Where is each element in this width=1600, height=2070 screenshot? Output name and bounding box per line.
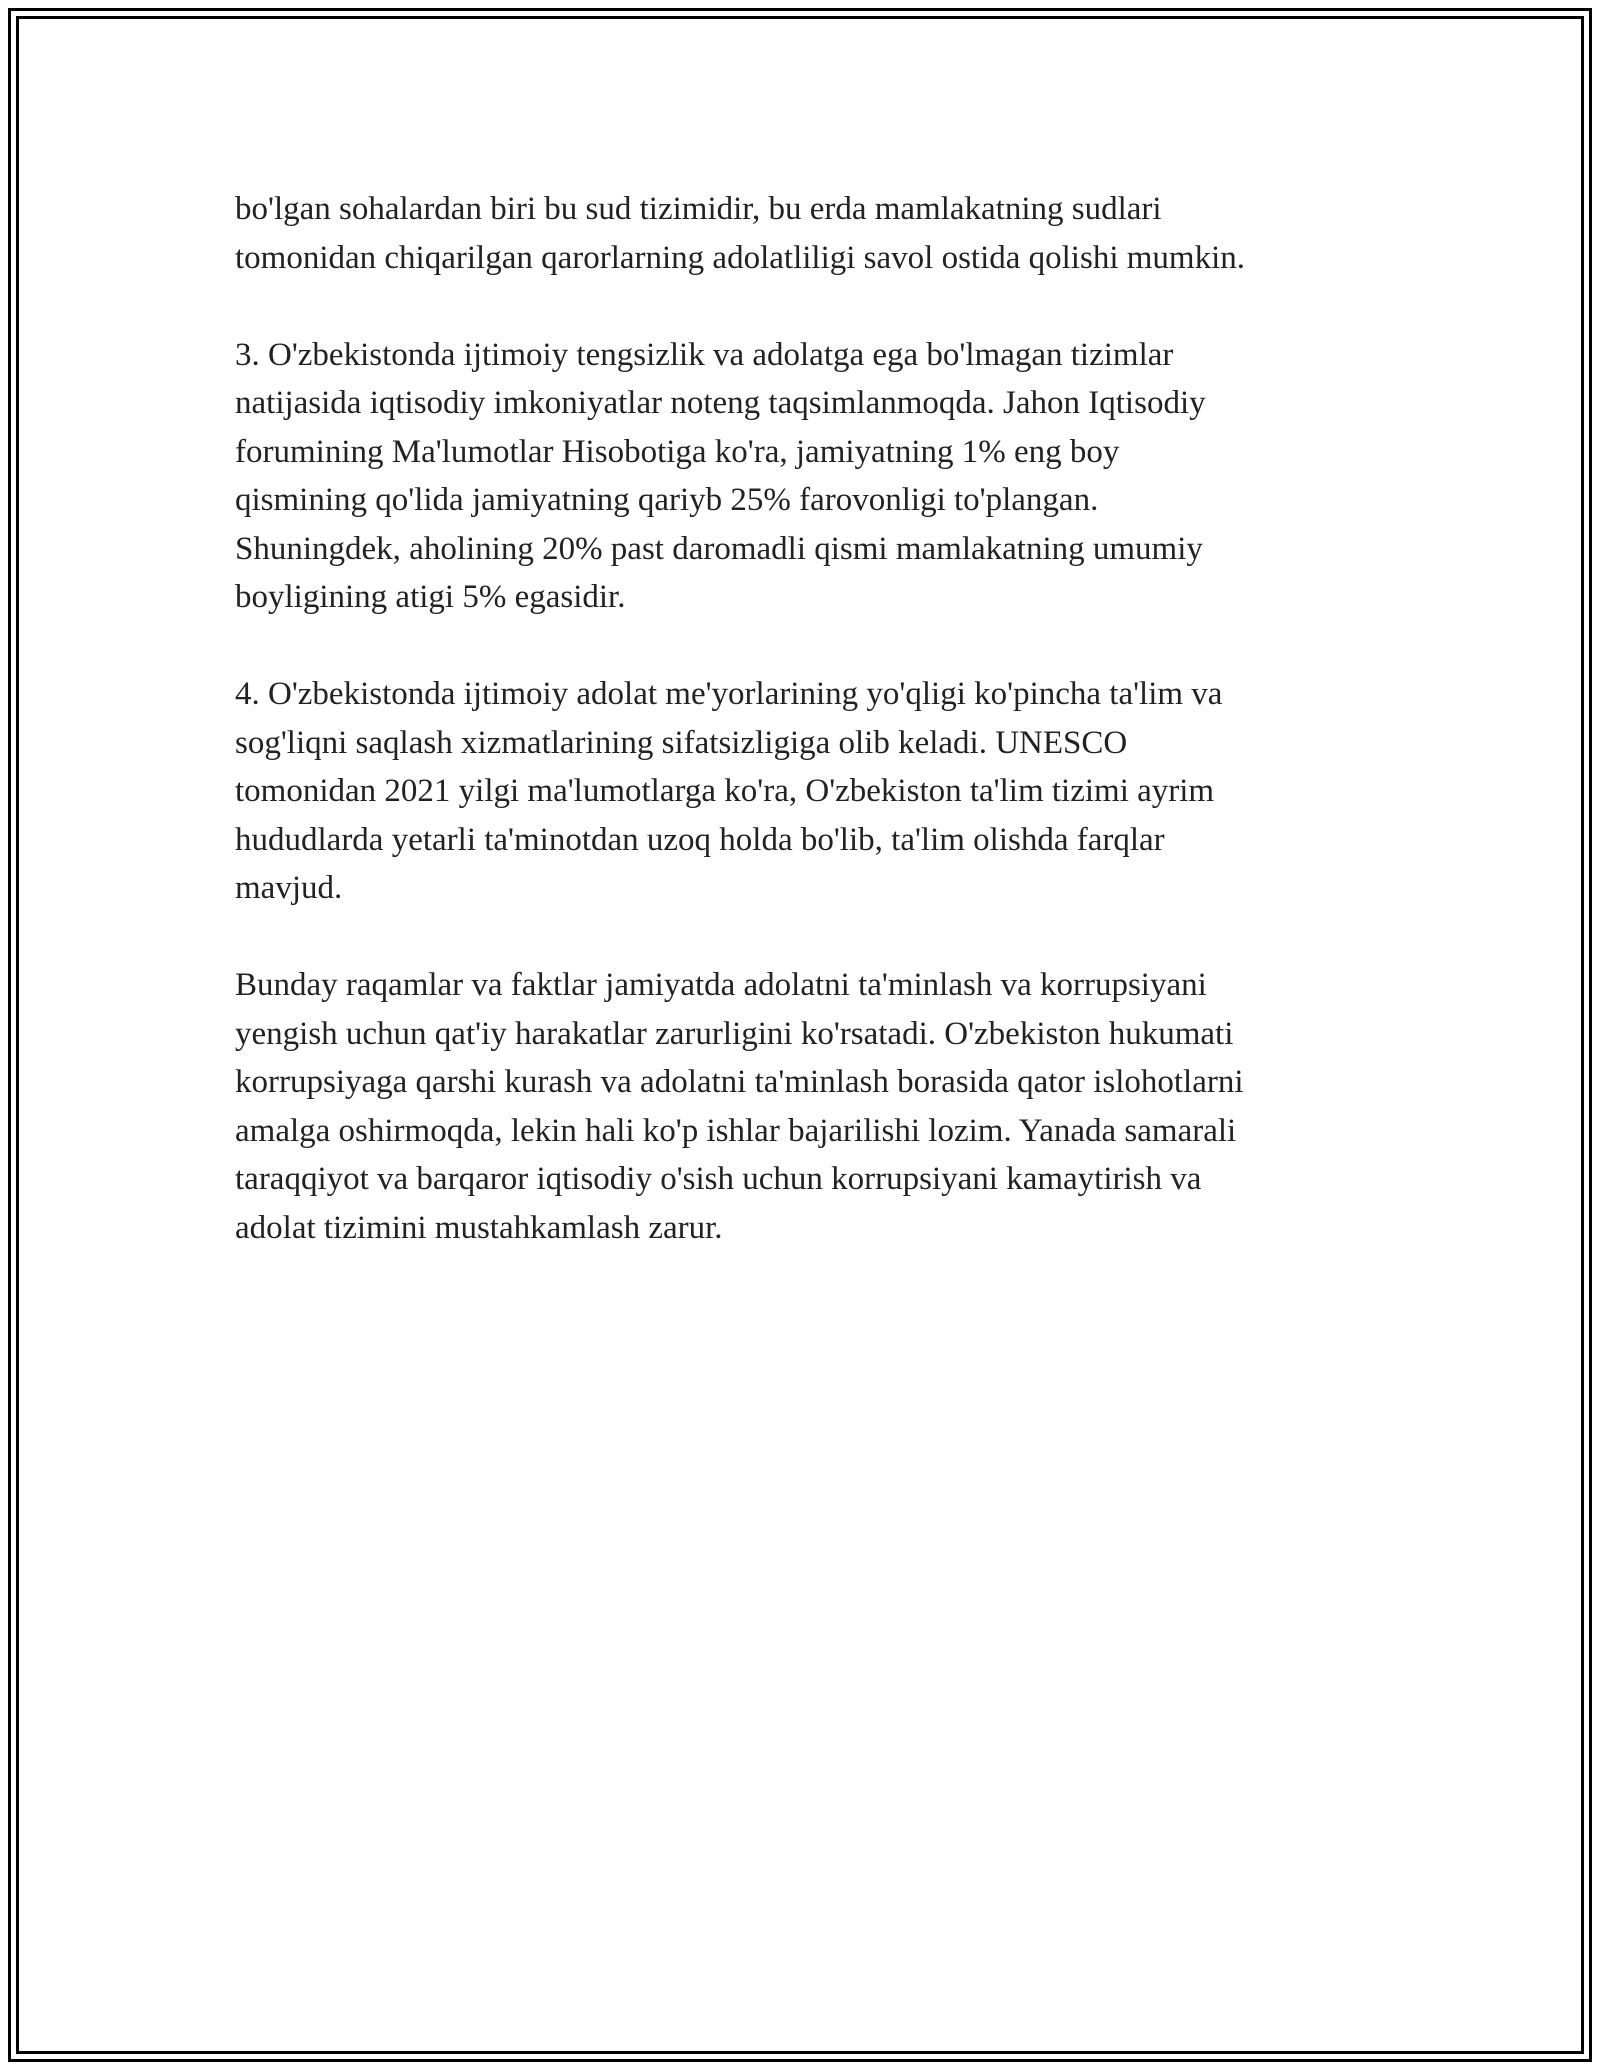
- text-line: yengish uchun qat'iy harakatlar zarurligini ko'rsatadi. O'zbekiston hukumati: [235, 1015, 1234, 1052]
- text-line: korrupsiyaga qarshi kurash va adolatni ta'minlash borasida qator islohotlarni: [235, 1064, 1244, 1100]
- text-line: boyligining atigi 5% egasidir.: [235, 579, 626, 615]
- paragraph-conclusion: [235, 961, 1395, 1252]
- text-line: Shuningdek, aholining 20% past daromadli qismi mamlakatning umumiy: [235, 530, 1203, 567]
- text-line: mavjud.: [235, 870, 343, 906]
- text-line: Bunday raqamlar va faktlar jamiyatda adolatni ta'minlash va korrupsiyani: [235, 967, 1207, 1003]
- text-line: amalga oshirmoqda, lekin hali ko'p ishlar bajarilishi lozim. Yanada samarali: [235, 1112, 1237, 1149]
- paragraph-point-4: [235, 670, 1395, 913]
- text-line: sog'liqni saqlash xizmatlarining sifatsizligiga olib keladi. UNESCO: [235, 724, 1128, 761]
- document-body: [235, 185, 1395, 1301]
- text-line: tomonidan chiqarilgan qarorlarning adolatliligi savol ostida qolishi mumkin.: [235, 239, 1245, 276]
- text-line: natijasida iqtisodiy imkoniyatlar noteng taqsimlanmoqda. Jahon Iqtisodiy: [235, 385, 1206, 421]
- text-line: qismining qo'lida jamiyatning qariyb 25% farovonligi to'plangan.: [235, 482, 1099, 518]
- text-line: forumining Ma'lumotlar Hisobotiga ko'ra, jamiyatning 1% eng boy: [235, 433, 1120, 470]
- text-line: 4. O'zbekistonda ijtimoiy adolat me'yorlarining yo'qligi ko'pincha ta'lim va: [235, 676, 1223, 712]
- paragraph-point-3: [235, 331, 1395, 622]
- text-line: taraqqiyot va barqaror iqtisodiy o'sish uchun korrupsiyani kamaytirish va: [235, 1161, 1202, 1197]
- text-line: hududlarda yetarli ta'minotdan uzoq holda bo'lib, ta'lim olishda farqlar: [235, 821, 1165, 858]
- text-line: adolat tizimini mustahkamlash zarur.: [235, 1209, 723, 1246]
- text-line: bo'lgan sohalardan biri bu sud tizimidir, bu erda mamlakatning sudlari: [235, 191, 1162, 227]
- text-line: tomonidan 2021 yilgi ma'lumotlarga ko'ra, O'zbekiston ta'lim tizimi ayrim: [235, 773, 1215, 809]
- paragraph-courts: [235, 185, 1395, 282]
- text-line: 3. O'zbekistonda ijtimoiy tengsizlik va adolatga ega bo'lmagan tizimlar: [235, 336, 1174, 373]
